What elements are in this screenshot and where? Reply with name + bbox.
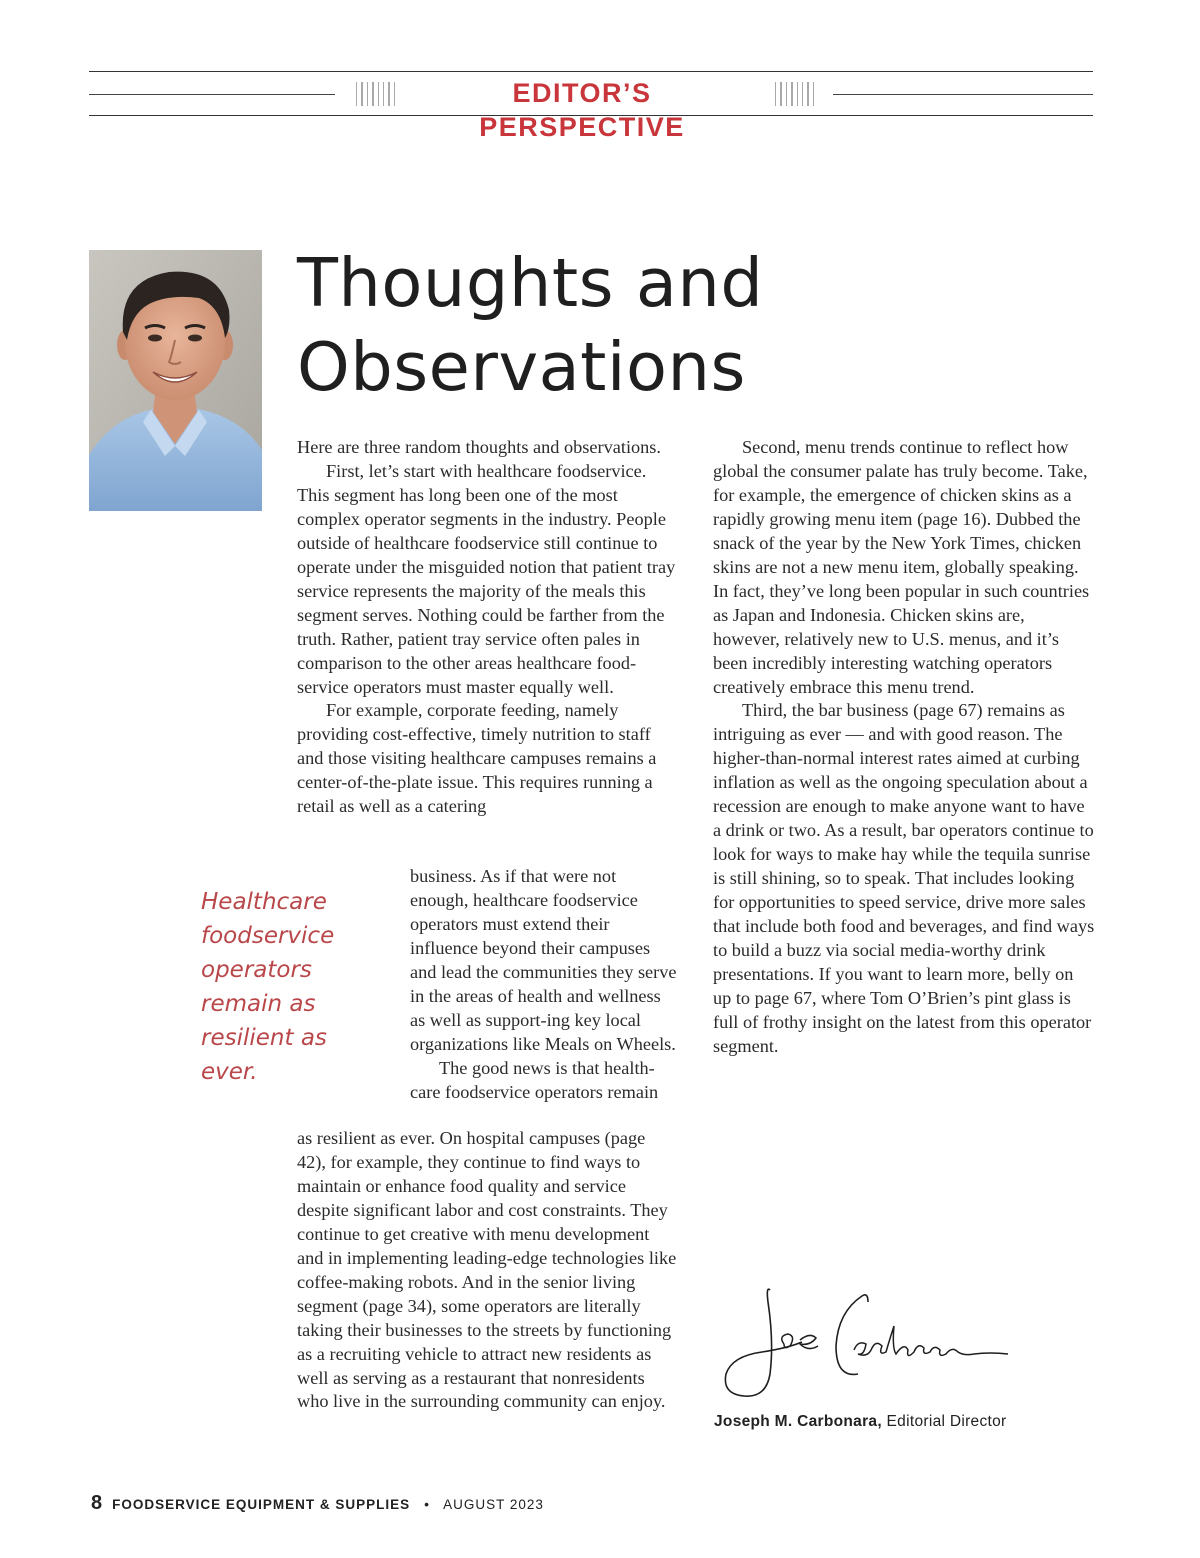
footer-separator: • — [424, 1496, 430, 1512]
handwritten-signature-icon — [718, 1282, 1018, 1402]
header-right-hatch — [775, 82, 814, 106]
editor-name: Joseph M. Carbonara, — [714, 1413, 882, 1430]
paragraph-bar-business: Third, the bar business (page 67) remains as intriguing as ever — and with good reason. The higher-than-normal interest rates aimed at curbing inflation as well as the ongoing speculation about a recession are enough to make anyone want to have a drink or two. As a result, bar operators continue to look for ways to make hay while the tequila sunrise is still shining, so to speak. That includes looking for opportunities to speed service, drive more sales that include both food and beverages, and find ways to build a buzz via social media-worthy drink presentations. If you want to learn more, belly on up to page 67, where Tom O’Brien’s pint glass is full of frothy insight on the latest from this operator segment. — [713, 700, 1095, 1056]
column-2 — [713, 436, 1095, 1059]
paragraph-good-news-cont: as resilient as ever. On hospital campuses (page 42), for example, they continue to find ways to maintain or enhance food quality and service despite significant labor and cost constraints. They continue to get creative with menu development and in implementing leading-edge technologies like coffee-making robots. And in the senior living segment (page 34), some operators are literally taking their businesses to the streets by functioning as a recruiting vehicle to attract new residents as well as serving as a restaurant that nonresidents who live in the surrounding community can enjoy. — [297, 1128, 677, 1412]
section-label: EDITOR’S PERSPECTIVE — [479, 78, 685, 142]
paragraph-healthcare: First, let’s start with healthcare foodservice. This segment has long been one of the most complex operator segments in the industry. People outside of healthcare foodservice still continue to operate under the misguided notion that patient tray service represents the majority of the meals this segment serves. Nothing could be farther from the truth. Rather, patient tray service often pales in comparison to the other areas healthcare food-service operators must master equally well. — [297, 460, 676, 697]
editor-portrait — [89, 250, 262, 511]
column-1-top — [297, 436, 677, 819]
header-right-line — [833, 94, 1093, 95]
publication-name: FOODSERVICE EQUIPMENT & SUPPLIES — [112, 1497, 411, 1512]
paragraph-good-news: The good news is that health-care foodservice operators remain — [410, 1057, 659, 1102]
header-left-line — [89, 94, 335, 95]
page-number: 8 — [91, 1492, 103, 1514]
paragraph-intro: Here are three random thoughts and observations. — [297, 437, 661, 457]
title-line-2: Observations — [297, 328, 746, 406]
issue-date: AUGUST 2023 — [443, 1497, 544, 1512]
title-line-1: Thoughts and — [297, 244, 764, 322]
page-footer — [91, 1492, 544, 1515]
header-top-rule — [89, 71, 1093, 72]
pull-quote: Healthcare foodservice operators remain as resilient as ever. — [201, 889, 335, 1085]
paragraph-corporate-feeding: For example, corporate feeding, namely providing cost-effective, timely nutrition to staff and those visiting healthcare campuses remains a center-of-the-plate issue. This requires running a retail as well as a catering — [297, 700, 657, 817]
signature-caption — [714, 1413, 1007, 1431]
article-title — [297, 241, 997, 409]
column-1-bottom — [297, 1127, 677, 1414]
paragraph-corporate-feeding-cont: business. As if that were not enough, healthcare foodservice operators must extend their influence beyond their campuses and lead the communities they serve in the areas of health and wellness as well as support-ing key local organizations like Meals on Wheels. — [410, 866, 677, 1054]
editor-role: Editorial Director — [886, 1413, 1007, 1430]
header-bottom-rule — [89, 115, 1093, 116]
editor-portrait-photo-icon — [89, 250, 262, 511]
header-left-hatch — [356, 82, 395, 106]
column-1-inset — [410, 865, 678, 1105]
paragraph-menu-trends: Second, menu trends continue to reflect how global the consumer palate has truly become. Take, for example, the emergence of chicken skins as a rapidly growing menu item (page 16). Dubbed the snack of the year by the New York Times, chicken skins are not a new menu item, globally speaking. In fact, they’ve long been popular in such countries as Japan and Indonesia. Chicken skins are, however, relatively new to U.S. menus, and it’s been incredibly interesting watching operators creatively embrace this menu trend. — [713, 437, 1090, 697]
